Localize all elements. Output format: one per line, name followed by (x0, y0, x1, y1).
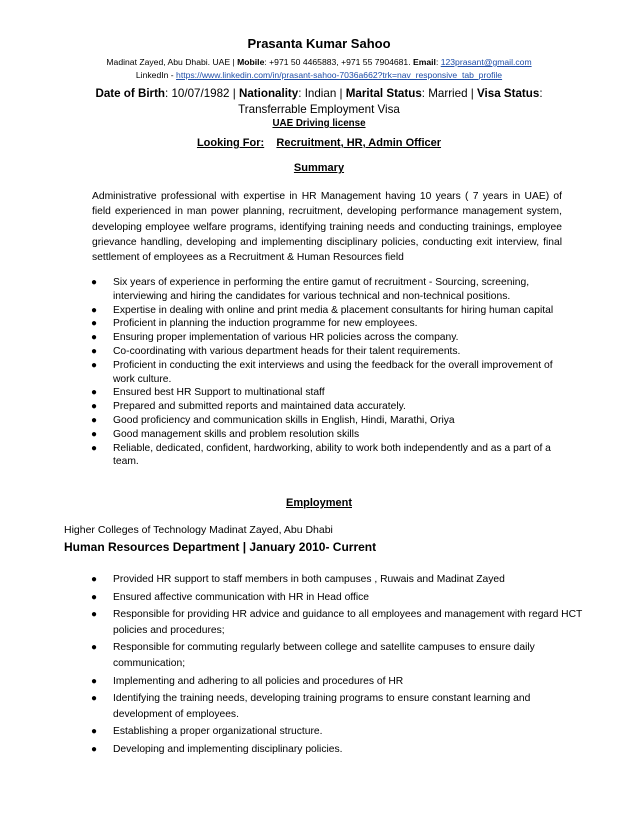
contact-block: Madinat Zayed, Abu Dhabi. UAE | Mobile: +971 50 4465883, +971 55 7904681. Email: 123prasant@gmail.com LinkedIn - https://www.linkedin.com/in/prasant-sahoo-7036a662?trk=nav_responsive_tab_profile (106, 57, 532, 80)
list-item-text: Proficient in conducting the exit interviews and using the feedback for the overall improvement of work culture. (113, 359, 553, 385)
bullet-icon: ● (91, 726, 98, 738)
bullet-icon: ● (91, 693, 98, 705)
bullet-icon: ● (91, 345, 98, 357)
list-item (89, 359, 559, 387)
list-item (89, 724, 589, 740)
list-item (89, 331, 559, 345)
list-item-text: Good proficiency and communication skills in English, Hindi, Marathi, Oriya (113, 414, 455, 426)
candidate-name: Prasanta Kumar Sahoo (247, 36, 391, 51)
list-item-text: Establishing a proper organizational structure. (113, 726, 323, 738)
list-item (89, 742, 589, 758)
bullet-icon: ● (91, 591, 98, 603)
list-item-text: Implementing and adhering to all policies and procedures of HR (113, 675, 404, 687)
list-item-text: Ensured best HR Support to multinational staff (113, 387, 325, 399)
list-item-text: Identifying the training needs, developing training programs to ensure constant learning and development of employees. (113, 693, 531, 720)
email-label: Email (413, 57, 436, 67)
list-item (89, 590, 589, 606)
summary-heading: Summary (293, 162, 345, 174)
marital-label: Marital Status (345, 87, 422, 100)
driving-license: UAE Driving license (272, 118, 366, 129)
marital-value: Married (428, 87, 468, 100)
email-link[interactable]: 123prasant@gmail.com (440, 57, 532, 67)
bullet-icon: ● (91, 387, 98, 399)
list-item-text: Responsible for commuting regularly between college and satellite campuses to ensure daily communication; (113, 642, 535, 669)
dob-value: 10/07/1982 (171, 87, 230, 100)
list-item (89, 691, 589, 722)
employment-bullet-list (89, 572, 589, 760)
list-item-text: Developing and implementing disciplinary policies. (113, 743, 343, 755)
visa-label: Visa Status (477, 87, 540, 100)
list-item (89, 640, 589, 671)
list-item (89, 414, 559, 428)
visa-value: Transferrable Employment Visa (238, 103, 400, 116)
list-item (89, 400, 559, 414)
list-item (89, 345, 559, 359)
mobile-value: +971 50 4465883, +971 55 7904681. (269, 57, 411, 67)
linkedin-label: LinkedIn - (135, 70, 174, 80)
list-item (89, 276, 559, 304)
employer-name: Higher Colleges of Technology Madinat Zayed, Abu Dhabi (64, 524, 333, 536)
nationality-label: Nationality (238, 87, 299, 100)
list-item (89, 607, 589, 638)
looking-for-label: Looking For: (196, 137, 265, 149)
bullet-icon: ● (91, 743, 98, 755)
list-item-text: Reliable, dedicated, confident, hardworking, ability to work both independently and as a part of a team. (113, 442, 551, 468)
list-item (89, 674, 589, 690)
list-item-text: Ensured affective communication with HR in Head office (113, 591, 370, 603)
mobile-label: Mobile (237, 57, 265, 67)
bullet-icon: ● (91, 318, 98, 330)
personal-details: Date of Birth: 10/07/1982 | Nationality: Indian | Marital Status: Married | Visa Status: Transferrable Employment Visa (95, 87, 543, 116)
list-item-text: Responsible for providing HR advice and guidance to all employees and management with regard HCT policies and procedures; (113, 609, 583, 636)
bullet-icon: ● (91, 675, 98, 687)
list-item-text: Ensuring proper implementation of various HR policies across the company. (113, 332, 459, 344)
bullet-icon: ● (91, 304, 98, 316)
list-item-text: Co-coordinating with various department heads for their talent requirements. (113, 345, 461, 357)
looking-for (0, 137, 638, 149)
bullet-icon: ● (91, 609, 98, 621)
bullet-icon: ● (91, 401, 98, 413)
list-item-text: Provided HR support to staff members in both campuses , Ruwais and Madinat Zayed (113, 574, 505, 585)
list-item-text: Prepared and submitted reports and maintained data accurately. (113, 401, 406, 413)
bullet-icon: ● (91, 642, 98, 654)
list-item (89, 386, 559, 400)
list-item-text: Expertise in dealing with online and print media & placement consultants for hiring human capital (113, 304, 554, 316)
looking-for-value: Recruitment, HR, Admin Officer (276, 137, 442, 149)
bullet-icon: ● (91, 414, 98, 426)
list-item (89, 428, 559, 442)
bullet-icon: ● (91, 428, 98, 440)
list-item (89, 304, 559, 318)
nationality-value: Indian (304, 87, 337, 100)
bullet-icon: ● (91, 359, 98, 371)
bullet-icon: ● (91, 277, 98, 288)
department-and-dates: Human Resources Department | January 2010- Current (64, 540, 377, 554)
address: Madinat Zayed, Abu Dhabi. UAE (106, 57, 231, 67)
list-item (89, 317, 559, 331)
bullet-icon: ● (91, 574, 98, 585)
list-item (89, 572, 589, 588)
list-item-text: Six years of experience in performing the entire gamut of recruitment - Sourcing, screening, interviewing and hiring the candidates for various technical and non-technical positions. (113, 277, 530, 302)
bullet-icon: ● (91, 442, 98, 454)
employment-heading: Employment (285, 497, 352, 509)
list-item-text: Proficient in planning the induction programme for new employees. (113, 318, 418, 330)
list-item-text: Good management skills and problem resolution skills (113, 428, 360, 440)
linkedin-link[interactable]: https://www.linkedin.com/in/prasant-sahoo-7036a662?trk=nav_responsive_tab_profile (176, 70, 503, 80)
summary-bullet-list (89, 276, 559, 469)
bullet-icon: ● (91, 332, 98, 344)
list-item (89, 442, 559, 470)
summary-paragraph: Administrative professional with expertise in HR Management having 10 years ( 7 years in UAE) of field experienced in man power planning, recruitment, developing performance management system, developing employee welfare programs, identifying training needs and conducting trainings, employee grievance handling, developing and implementing disciplinary policies, conducting exit interview, final settlement of employees as a Recruitment & Human Resources field (92, 191, 562, 264)
dob-label: Date of Birth (95, 87, 166, 100)
